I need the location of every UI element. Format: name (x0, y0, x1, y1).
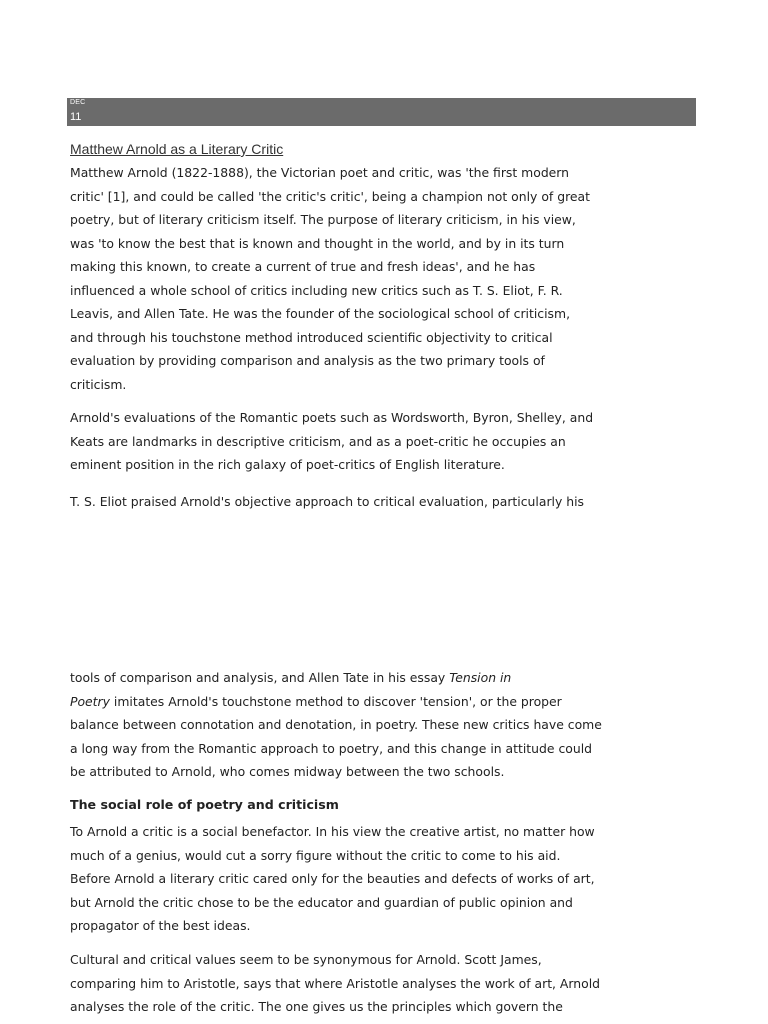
paragraph-5 (70, 820, 615, 938)
paragraph-line: T. S. Eliot praised Arnold's objective approach to critical evaluation, particularly his (70, 494, 584, 509)
paragraph-line: balance between connotation and denotation, in poetry. These new critics have come (70, 717, 602, 732)
post-date-month: DEC (70, 99, 86, 106)
section-heading: The social role of poetry and criticism (70, 797, 339, 812)
paragraph-line: propagator of the best ideas. (70, 918, 251, 933)
post-date-bar (67, 98, 696, 126)
paragraph-line: Cultural and critical values seem to be synonymous for Arnold. Scott James, (70, 952, 542, 967)
paragraph-2 (70, 406, 615, 477)
paragraph-line (70, 666, 615, 690)
paragraph-4 (70, 666, 615, 784)
paragraph-line: making this known, to create a current of true and fresh ideas', and he has (70, 259, 536, 274)
paragraph-line: poetry, but of literary criticism itself. The purpose of literary criticism, in his view, (70, 212, 576, 227)
paragraph-line: be attributed to Arnold, who comes midway between the two schools. (70, 764, 505, 779)
paragraph-line: Arnold's evaluations of the Romantic poets such as Wordsworth, Byron, Shelley, and (70, 410, 594, 425)
paragraph-line: Leavis, and Allen Tate. He was the founder of the sociological school of criticism, (70, 306, 571, 321)
paragraph-line: much of a genius, would cut a sorry figure without the critic to come to his aid. (70, 847, 561, 863)
paragraph-line: but Arnold the critic chose to be the educator and guardian of public opinion and (70, 894, 573, 910)
paragraph-line: To Arnold a critic is a social benefactor. In his view the creative artist, no matter how (70, 824, 595, 839)
paragraph-line: a long way from the Romantic approach to poetry, and this change in attitude could (70, 740, 593, 756)
paragraph-line: criticism. (70, 376, 127, 392)
paragraph-text: imitates Arnold's touchstone method to discover 'tension', or the proper (109, 693, 562, 709)
essay-title-italic: Tension in (449, 670, 512, 685)
post-title-link[interactable]: Matthew Arnold as a Literary Critic (70, 141, 284, 157)
essay-title-italic: Poetry (70, 693, 110, 709)
paragraph-line: Before Arnold a literary critic cared only for the beauties and defects of works of art, (70, 871, 595, 886)
paragraph-line: was 'to know the best that is known and thought in the world, and by in its turn (70, 235, 565, 251)
paragraph-3 (70, 490, 615, 514)
paragraph-line (70, 690, 615, 714)
paragraph-line: and through his touchstone method introduced scientific objectivity to critical (70, 329, 553, 345)
paragraph-1 (70, 161, 615, 396)
paragraph-line: influenced a whole school of critics including new critics such as T. S. Eliot, F. R. (70, 282, 563, 298)
paragraph-line: evaluation by providing comparison and analysis as the two primary tools of (70, 353, 545, 368)
paragraph-line: Matthew Arnold (1822-1888), the Victorian poet and critic, was 'the first modern (70, 165, 570, 180)
post-date-day: 11 (70, 111, 82, 123)
paragraph-line: comparing him to Aristotle, says that where Aristotle analyses the work of art, Arnold (70, 975, 601, 991)
paragraph-line: analyses the role of the critic. The one gives us the principles which govern the (70, 999, 563, 1014)
paragraph-6 (70, 948, 615, 1019)
paragraph-line: critic' [1], and could be called 'the critic's critic', being a champion not only of great (70, 188, 590, 204)
paragraph-text: tools of comparison and analysis, and Allen Tate in his essay (70, 670, 450, 685)
paragraph-line: Keats are landmarks in descriptive criticism, and as a poet-critic he occupies an (70, 433, 566, 449)
paragraph-line: eminent position in the rich galaxy of poet-critics of English literature. (70, 457, 505, 472)
